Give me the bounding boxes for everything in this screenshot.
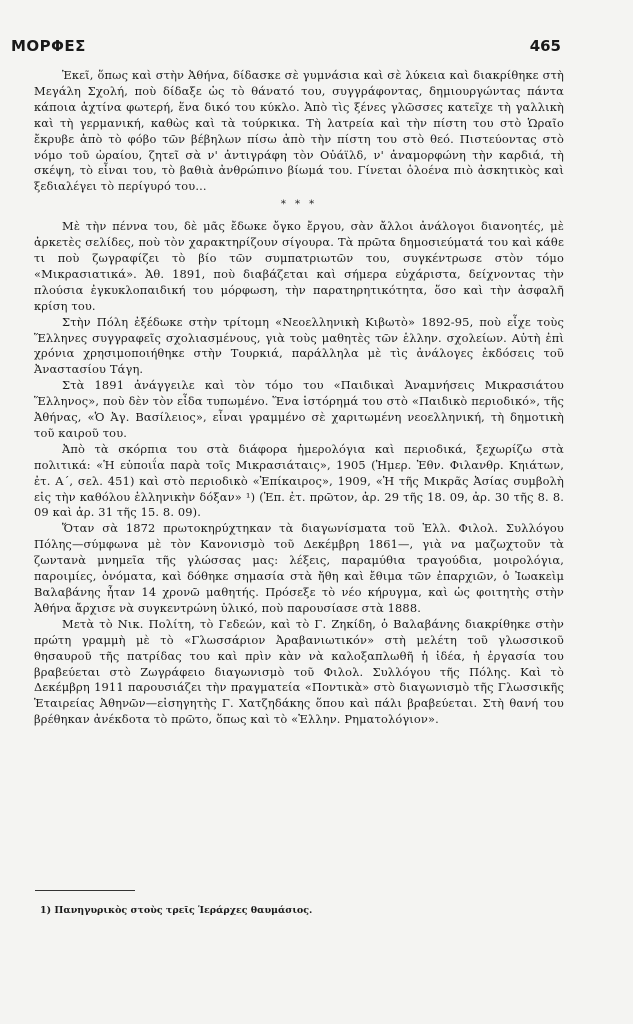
running-title: ΜΟΡΦΕΣ (11, 37, 86, 55)
footnote: 1) Πανηγυρικὸς στοὺς τρεῖς Ἱεράρχες θαυμάσιος. (40, 905, 313, 916)
paragraph: Μὲ τὴν πέννα του, δὲ μᾶς ἔδωκε ὄγκο ἔργου, σὰν ἄλλοι ἀνάλογοι διανοητές, μὲ ἀρκετὲς σελίδες, ποὺ τὸν χαρακτηρίζουν σίγουρα. Τὰ πρῶτα δημοσιεύματά του καὶ κάθε τι ποὺ ζωγραφίζει τὸ βίο τῶν συμπατριωτῶν του, συγκέντρωσε στὸν τόμο «Μικρασιατικά». Ἀθ. 1891, ποὺ διαβάζεται καὶ σήμερα εὐχάριστα, δείχνοντας τὴν πλούσια ἐγκυκλοπαιδική του μόρφωση, τὴν παρατηρητικότητα, ὅσο καὶ τὴν ἀσφαλῆ κρίση του. (34, 219, 564, 313)
page-header (11, 37, 561, 57)
paragraph: Ἐκεῖ, ὅπως καὶ στὴν Ἀθήνα, δίδασκε σὲ γυμνάσια καὶ σὲ λύκεια καὶ διακρίθηκε στὴ Μεγάλη Σχολή, ποὺ δίδαξε ὡς τὸ θάνατό του, συγγράφοντας, δημιουργώντας πάντα κάποια ἀχτίνα φωτερή, ἕνα δικό του κύκλο. Ἀπὸ τὶς ξένες γλῶσσες κατεῖχε τὴ γαλλικὴ καὶ τὴ γερμανική, καθὼς καὶ τὰ τούρκικα. Τὴ λατρεία καὶ τὴν πίστη του στὸ Ὡραῖο ἔκρυβε ἀπὸ τὸ φόβο τῶν βέβηλων πίσω ἀπὸ τὴν πίστη του στὸ θεό. Πιστεύοντας στὸ νόμο τοῦ ὡραίου, ζητεῖ σὰ ν' ἀντιγράφη τὸν Οὐάϊλδ, ν' ἀναμορφώνη τὴν καρδιά, τὴ σκέψη, τὸ εἶναι του, τὸ βαθιὰ ἀνθρώπινο βίωμά του. Γίνεται ὁλοένα πιὸ ἀσκητικὸς καὶ ξεδιαλέγει τὸ περίγυρό του... (34, 68, 564, 194)
footnote-rule (35, 890, 135, 891)
paragraph: Στὰ 1891 ἀνάγγειλε καὶ τὸν τόμο του «Παιδικαὶ Ἀναμνήσεις Μικρασιάτου Ἕλληνος», ποὺ δὲν τὸν εἶδα τυπωμένο. Ἕνα ἱστόρημά του στὸ «Παιδικὸ περιοδικό», τῆς Ἀθήνας, «Ὁ Ἀγ. Βασίλειος», εἶναι γραμμένο σὲ χαριτωμένη νεοελληνική, τὴ δημοτικὴ τοῦ καιροῦ του. (34, 378, 564, 440)
section-break: * * * (280, 199, 318, 211)
paragraph: Μετὰ τὸ Νικ. Πολίτη, τὸ Γεδεών, καὶ τὸ Γ. Ζηκίδη, ὁ Βαλαβάνης διακρίθηκε στὴν πρώτη γραμμὴ μὲ τὸ «Γλωσσάριον Ἀραβανιωτικόν» στὴ μελέτη τοῦ γλωσσικοῦ θησαυροῦ τῆς πατρίδας του καὶ πρὶν κὰν νὰ καλοξαπλωθῆ ἡ ἰδέα, ἡ ἐργασία του βραβεύεται στὸ Ζωγράφειο διαγωνισμὸ τοῦ Φιλολ. Συλλόγου τῆς Πόλης. Καὶ τὸ Δεκέμβρη 1911 παρουσιάζει τὴν πραγματεία «Ποντικὰ» στὸ διαγωνισμὸ τῆς Γλωσσικῆς Ἑταιρείας Ἀθηνῶν—εἰσηγητὴς Γ. Χατζηδάκης ὅπου καὶ πάλι βραβεύεται. Στὴ θανή του βρέθηκαν ἀνέκδοτα τὸ πρῶτο, ὅπως καὶ τὸ «Ἑλλην. Ρηματολόγιον». (34, 616, 564, 727)
paragraph: Στὴν Πόλη ἐξέδωκε στὴν τρίτομη «Νεοελληνικὴ Κιβωτὸ» 1892-95, ποὺ εἶχε τοὺς Ἕλληνες συγγραφεῖς σχολιασμένους, γιὰ τοὺς μαθητὲς τῶν ἑλλην. σχολείων. Αὐτὴ ἐπὶ χρόνια χρησιμοποιήθηκε στὴν Τουρκιά, παράλληλα μὲ τὶς ἀνάλογες ἐκδόσεις τοῦ Ἀναστασίου Τάγη. (34, 314, 564, 377)
page-number: 465 (529, 37, 561, 55)
paragraph: Ἀπὸ τὰ σκόρπια του στὰ διάφορα ἡμερολόγια καὶ περιοδικά, ξεχωρίζω στὰ πολιτικά: «Ἡ εὐποιΐα παρὰ τοῖς Μικρασιάταις», 1905 (Ἡμερ. Ἐθν. Φιλανθρ. Κηιάτων, ἐτ. Α΄, σελ. 451) καὶ στὸ περιοδικὸ «Ἐπίκαιρος», 1909, «Ἡ τῆς Μικρᾶς Ἀσίας συμβολὴ εἰς τὴν καθόλου ἑλληνικὴν δόξαν» ¹) (Ἐπ. ἐτ. πρῶτον, ἀρ. 29 τῆς 18. 09, ἀρ. 30 τῆς 8. 8. 09 καὶ ἀρ. 31 τῆς 15. 8. 09). (34, 441, 564, 520)
body-text (34, 68, 564, 728)
paragraph: Ὅταν σὰ 1872 πρωτοκηρύχτηκαν τὰ διαγωνίσματα τοῦ Ἑλλ. Φιλολ. Συλλόγου Πόλης—σύμφωνα μὲ τὸν Κανονισμὸ τοῦ Δεκέμβρη 1861—, γιὰ να μαζωχτοῦν τὰ ζωντανὰ μνημεῖα τῆς γλώσσας μας: λέξεις, παραμύθια τραγούδια, μοιρολόγια, παροιμίες, ὀνόματα, καὶ δόθηκε σημασία στὰ ἤθη καὶ ἔθιμα τῶν ἐπαρχιῶν, ὁ Ἰωακεὶμ Βαλαβάνης ἦταν 14 χρονῶ μαθητής. Πρόσεξε τὸ νέο κήρυγμα, καὶ ὡς φοιτητὴς στὴν Ἀθήνα ἄρχισε νὰ συγκεντρώνη ὑλικό, ποὺ παρουσίασε στὰ 1888. (34, 521, 564, 615)
